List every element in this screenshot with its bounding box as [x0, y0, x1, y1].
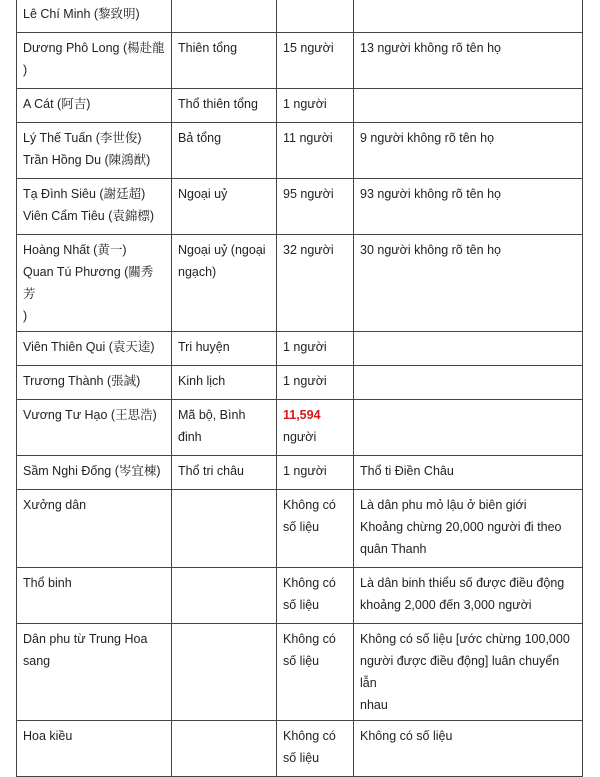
cell-line: Thổ binh [23, 576, 72, 590]
note-cell [354, 235, 583, 332]
cell-line: Ngoại uỷ (ngoại [178, 243, 266, 257]
cell-line: 1 người [283, 374, 327, 388]
count-cell [277, 0, 354, 33]
note-cell [354, 332, 583, 366]
cell-line: 30 người không rõ tên họ [360, 243, 501, 257]
cell-line: Bả tổng [178, 131, 222, 145]
cell-line: Viên Cẩm Tiêu (袁錦標) [23, 209, 155, 223]
title-cell [172, 400, 277, 456]
cell-line: A Cát (阿吉) [23, 97, 91, 111]
cell-line: Trương Thành (張誠) [23, 374, 141, 388]
cell-line: Mã bộ, Bình [178, 408, 246, 422]
note-cell [354, 123, 583, 179]
table-row [17, 89, 583, 123]
cell-line: sang [23, 654, 51, 668]
table-row [17, 0, 583, 33]
cell-line: Là dân binh thiểu số được điều động [360, 576, 565, 590]
note-cell [354, 624, 583, 721]
cell-line: nhau [360, 698, 388, 712]
cell-line: Không có [283, 729, 336, 743]
table-row [17, 568, 583, 624]
count-cell [277, 33, 354, 89]
cell-line: đinh [178, 430, 202, 444]
cell-line: ngạch) [178, 265, 217, 279]
note-cell [354, 33, 583, 89]
count-cell [277, 179, 354, 235]
cell-line: Không có [283, 498, 336, 512]
count-cell [277, 235, 354, 332]
count-cell [277, 568, 354, 624]
note-cell [354, 456, 583, 490]
cell-line: Thổ thiên tổng [178, 97, 258, 111]
count-cell [277, 456, 354, 490]
cell-line: Trần Hồng Du (陳鴻猷) [23, 153, 151, 167]
troop-table [16, 0, 583, 777]
note-cell [354, 0, 583, 33]
cell-line: ) [23, 63, 28, 77]
cell-line: Tri huyện [178, 340, 230, 354]
table-row [17, 179, 583, 235]
title-cell [172, 0, 277, 33]
cell-line: số liệu [283, 598, 320, 612]
title-cell [172, 332, 277, 366]
title-cell [172, 624, 277, 721]
cell-line: 93 người không rõ tên họ [360, 187, 501, 201]
cell-line: quân Thanh [360, 542, 427, 556]
note-cell [354, 89, 583, 123]
cell-line: Thổ tri châu [178, 464, 245, 478]
table-row [17, 235, 583, 332]
title-cell [172, 366, 277, 400]
table-row [17, 33, 583, 89]
table-row [17, 123, 583, 179]
count-cell [277, 366, 354, 400]
cell-line: Thiên tổng [178, 41, 238, 55]
cell-line: Không có số liệu [360, 729, 453, 743]
table-row [17, 624, 583, 721]
cell-line: Viên Thiên Qui (袁天逵) [23, 340, 155, 354]
person-cell [17, 366, 172, 400]
count-cell [277, 400, 354, 456]
table-row [17, 400, 583, 456]
cell-line: Xưởng dân [23, 498, 87, 512]
cell-line: Khoảng chừng 20,000 người đi theo [360, 520, 562, 534]
note-cell [354, 366, 583, 400]
table-row [17, 721, 583, 777]
cell-line: Không có [283, 632, 336, 646]
title-cell [172, 456, 277, 490]
count-cell [277, 624, 354, 721]
cell-line: Quan Tú Phương (關秀芳 [23, 265, 154, 301]
title-cell [172, 179, 277, 235]
person-cell [17, 332, 172, 366]
cell-line: 15 người [283, 41, 334, 55]
cell-line: 11 người [283, 131, 333, 145]
table-row [17, 366, 583, 400]
cell-line: người [283, 430, 317, 444]
cell-line: Kinh lịch [178, 374, 226, 388]
person-cell [17, 235, 172, 332]
count-cell [277, 721, 354, 777]
cell-line: người được điều động] luân chuyển lẫn [360, 654, 560, 690]
title-cell [172, 123, 277, 179]
cell-line: 1 người [283, 340, 327, 354]
count-cell [277, 123, 354, 179]
cell-line: số liệu [283, 520, 320, 534]
cell-line: 9 người không rõ tên họ [360, 131, 495, 145]
cell-line: Ngoại uỷ [178, 187, 228, 201]
cell-line: khoảng 2,000 đến 3,000 người [360, 598, 532, 612]
cell-line: Lê Chí Minh (黎致明) [23, 7, 140, 21]
cell-line: Dương Phô Long (楊赴龍 [23, 41, 165, 55]
cell-line: ) [23, 309, 28, 323]
cell-line: 1 người [283, 464, 327, 478]
person-cell [17, 568, 172, 624]
cell-line: Dân phu từ Trung Hoa [23, 632, 148, 646]
cell-line: Sầm Nghi Đống (岑宜棟) [23, 464, 161, 478]
person-cell [17, 400, 172, 456]
person-cell [17, 123, 172, 179]
cell-line: Là dân phu mỏ lậu ở biên giới [360, 498, 527, 512]
cell-line: Hoa kiều [23, 729, 73, 743]
note-cell [354, 490, 583, 568]
person-cell [17, 179, 172, 235]
count-cell [277, 490, 354, 568]
cell-line: 1 người [283, 97, 327, 111]
cell-line: Không có số liệu [ước chừng 100,000 [360, 632, 570, 646]
title-cell [172, 568, 277, 624]
person-cell [17, 721, 172, 777]
person-cell [17, 0, 172, 33]
cell-line: Tạ Đình Siêu (謝廷超) [23, 187, 146, 201]
title-cell [172, 89, 277, 123]
note-cell [354, 721, 583, 777]
title-cell [172, 721, 277, 777]
cell-line: Thổ ti Điền Châu [360, 464, 454, 478]
table-row [17, 456, 583, 490]
person-cell [17, 89, 172, 123]
person-cell [17, 490, 172, 568]
cell-line: Lý Thế Tuấn (李世俊) [23, 131, 142, 145]
person-cell [17, 33, 172, 89]
note-cell [354, 179, 583, 235]
count-cell [277, 332, 354, 366]
cell-line: Hoàng Nhất (黄一) [23, 243, 127, 257]
table-row [17, 490, 583, 568]
person-cell [17, 624, 172, 721]
note-cell [354, 568, 583, 624]
cell-line: số liệu [283, 751, 320, 765]
title-cell [172, 235, 277, 332]
cell-line: số liệu [283, 654, 320, 668]
cell-line: Không có [283, 576, 336, 590]
table-row [17, 332, 583, 366]
title-cell [172, 490, 277, 568]
highlight-count: 11,594 [283, 408, 321, 422]
person-cell [17, 456, 172, 490]
note-cell [354, 400, 583, 456]
cell-line: 13 người không rõ tên họ [360, 41, 501, 55]
cell-line: 32 người [283, 243, 334, 257]
title-cell [172, 33, 277, 89]
cell-line: Vương Tư Hạo (王思浩) [23, 408, 157, 422]
count-cell [277, 89, 354, 123]
cell-line: 95 người [283, 187, 334, 201]
